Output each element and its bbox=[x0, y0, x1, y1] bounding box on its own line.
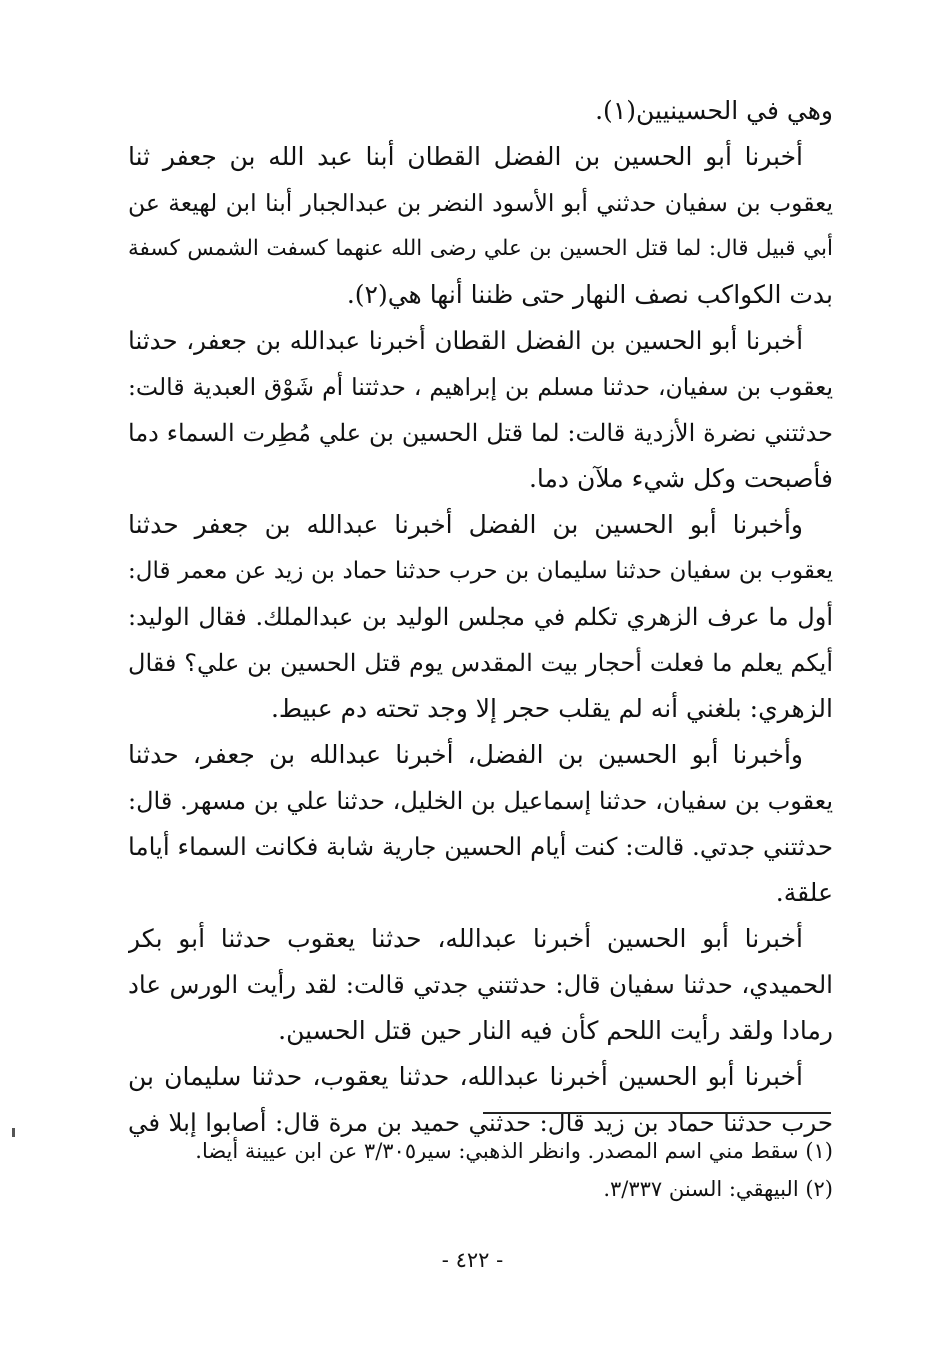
scan-speck bbox=[12, 1128, 15, 1137]
footnote-separator bbox=[483, 1112, 831, 1114]
text-line-10: وأخبرنا أبو الحسين بن الفضل أخبرنا عبدالله بن جعفر حدثنا bbox=[128, 510, 803, 539]
text-line-13: أيكم يعلم ما فعلت أحجار بيت المقدس يوم قتل الحسين بن علي؟ فقال bbox=[128, 649, 833, 677]
text-line-2: أخبرنا أبو الحسين بن الفضل القطان أبنا عبد الله بن جعفر ثنا bbox=[128, 142, 803, 171]
body-text bbox=[128, 88, 833, 1146]
text-line-11: يعقوب بن سفيان حدثنا سليمان بن حرب حدثنا حماد بن زيد عن معمر قال: bbox=[128, 558, 833, 584]
text-line-19: أخبرنا أبو الحسين أخبرنا عبدالله، حدثنا يعقوب حدثنا أبو بكر bbox=[128, 924, 803, 953]
text-line-14: الزهري: بلغني أنه لم يقلب حجر إلا وجد تحته دم عبيط. bbox=[270, 694, 833, 723]
footnotes bbox=[128, 1132, 833, 1208]
text-line-9: فأصبحت وكل شيء ملآن دما. bbox=[528, 464, 833, 493]
footnote-1: (١) سقط مني اسم المصدر. وانظر الذهبي: سير٣/٣٠٥ عن ابن عيينة أيضا. bbox=[195, 1139, 833, 1163]
text-line-22: أخبرنا أبو الحسين أخبرنا عبدالله، حدثنا يعقوب، حدثنا سليمان بن bbox=[128, 1062, 803, 1091]
text-line-8: حدثتني نضرة الأزدية قالت: لما قتل الحسين بن علي مُطِرت السماء دما bbox=[128, 419, 833, 447]
text-line-1: وهي في الحسينيين(١). bbox=[595, 96, 833, 125]
footnote-2: (٢) البيهقي: السنن ٣/٣٣٧. bbox=[603, 1177, 833, 1201]
text-line-7: يعقوب بن سفيان، حدثنا مسلم بن إبراهيم ، حدثتنا أم شَوْق العبدية قالت: bbox=[128, 373, 833, 401]
text-line-16: يعقوب بن سفيان، حدثنا إسماعيل بن الخليل، حدثنا علي بن مسهر. قال: bbox=[128, 787, 833, 815]
text-line-18: علقة. bbox=[775, 878, 833, 907]
text-line-20: الحميدي، حدثنا سفيان قال: حدثتني جدتي قالت: لقد رأيت الورس عاد bbox=[128, 970, 833, 999]
text-line-23: حرب حدثنا حماد بن زيد قال: حدثني حميد بن مرة قال: أصابوا إبلا في bbox=[128, 1108, 833, 1137]
text-line-5: بدت الكواكب نصف النهار حتى ظننا أنها هي(٢). bbox=[346, 280, 833, 309]
text-line-3: يعقوب بن سفيان حدثني أبو الأسود النضر بن عبدالجبار أبنا ابن لهيعة عن bbox=[128, 189, 833, 217]
text-line-6: أخبرنا أبو الحسين بن الفضل القطان أخبرنا عبدالله بن جعفر، حدثنا bbox=[128, 326, 803, 355]
text-line-21: رمادا ولقد رأيت اللحم كأن فيه النار حين قتل الحسين. bbox=[278, 1016, 833, 1045]
text-line-12: أول ما عرف الزهري تكلم في مجلس الوليد بن عبدالملك. فقال الوليد: bbox=[128, 603, 833, 631]
text-line-17: حدثتني جدتي. قالت: كنت أيام الحسين جارية شابة فكانت السماء أياما bbox=[128, 832, 833, 861]
page-number: - ٤٢٢ - bbox=[441, 1248, 504, 1272]
text-line-15: وأخبرنا أبو الحسين بن الفضل، أخبرنا عبدالله بن جعفر، حدثنا bbox=[128, 740, 803, 769]
text-line-4: أبي قبيل قال: لما قتل الحسين بن علي رضى الله عنهما كسفت الشمس كسفة bbox=[128, 236, 833, 261]
